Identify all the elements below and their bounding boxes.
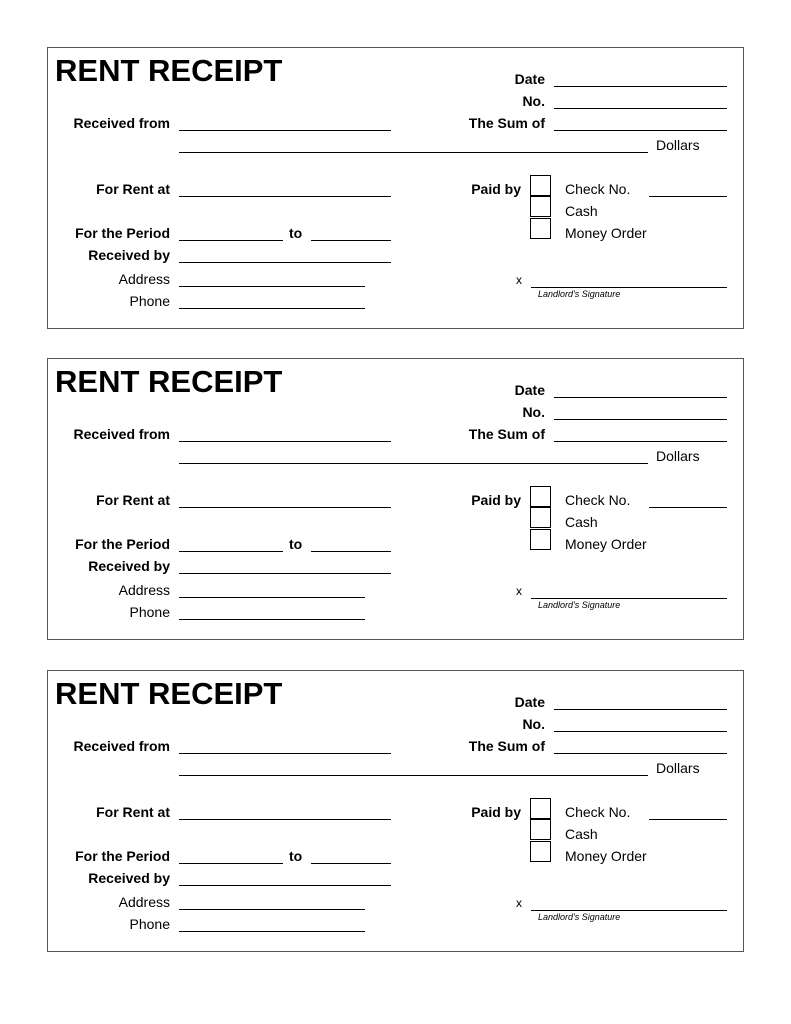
money-order-checkbox[interactable] bbox=[530, 218, 551, 239]
cash-checkbox[interactable] bbox=[530, 507, 551, 528]
sum-label: The Sum of bbox=[468, 738, 545, 754]
period-label: For the Period bbox=[75, 848, 170, 864]
check-number-field[interactable] bbox=[649, 196, 727, 197]
cash-checkbox[interactable] bbox=[530, 196, 551, 217]
check-number-field[interactable] bbox=[649, 819, 727, 820]
received-by-label: Received by bbox=[88, 247, 170, 263]
check-checkbox[interactable] bbox=[530, 175, 551, 196]
period-label: For the Period bbox=[75, 536, 170, 552]
period-to-label: to bbox=[289, 536, 303, 552]
for-rent-at-label: For Rent at bbox=[96, 181, 170, 197]
paid-by-label: Paid by bbox=[471, 804, 521, 820]
sum-field[interactable] bbox=[554, 753, 727, 754]
receipt-title: RENT RECEIPT bbox=[55, 53, 283, 88]
period-start-field[interactable] bbox=[179, 240, 283, 241]
money-order-label: Money Order bbox=[565, 225, 647, 241]
received-by-label: Received by bbox=[88, 870, 170, 886]
sum-in-words-field[interactable] bbox=[179, 152, 648, 153]
for-rent-at-field[interactable] bbox=[179, 196, 391, 197]
date-label: Date bbox=[514, 382, 545, 398]
money-order-label: Money Order bbox=[565, 848, 647, 864]
received-from-field[interactable] bbox=[179, 130, 391, 131]
received-by-field[interactable] bbox=[179, 573, 391, 574]
paid-by-label: Paid by bbox=[471, 181, 521, 197]
address-label: Address bbox=[118, 582, 170, 598]
receipt-number-field[interactable] bbox=[554, 108, 727, 109]
date-label: Date bbox=[514, 71, 545, 87]
dollars-label: Dollars bbox=[656, 448, 700, 464]
landlord-signature-field[interactable] bbox=[531, 910, 727, 911]
signature-x-mark: x bbox=[516, 896, 522, 910]
phone-label: Phone bbox=[129, 604, 170, 620]
receipt-number-label: No. bbox=[522, 404, 545, 420]
address-label: Address bbox=[118, 894, 170, 910]
sum-field[interactable] bbox=[554, 441, 727, 442]
signature-x-mark: x bbox=[516, 273, 522, 287]
paid-by-label: Paid by bbox=[471, 492, 521, 508]
check-no-label: Check No. bbox=[565, 181, 631, 197]
check-no-label: Check No. bbox=[565, 804, 631, 820]
phone-field[interactable] bbox=[179, 308, 365, 309]
date-field[interactable] bbox=[554, 86, 727, 87]
signature-x-mark: x bbox=[516, 584, 522, 598]
receipt-title: RENT RECEIPT bbox=[55, 676, 283, 711]
received-by-label: Received by bbox=[88, 558, 170, 574]
period-end-field[interactable] bbox=[311, 240, 391, 241]
money-order-checkbox[interactable] bbox=[530, 529, 551, 550]
check-checkbox[interactable] bbox=[530, 486, 551, 507]
date-field[interactable] bbox=[554, 397, 727, 398]
rent-receipt-2 bbox=[47, 358, 744, 640]
receipt-number-field[interactable] bbox=[554, 419, 727, 420]
period-end-field[interactable] bbox=[311, 863, 391, 864]
period-to-label: to bbox=[289, 848, 303, 864]
cash-label: Cash bbox=[565, 514, 598, 530]
money-order-checkbox[interactable] bbox=[530, 841, 551, 862]
landlord-signature-field[interactable] bbox=[531, 287, 727, 288]
cash-checkbox[interactable] bbox=[530, 819, 551, 840]
received-by-field[interactable] bbox=[179, 885, 391, 886]
landlord-signature-label: Landlord's Signature bbox=[538, 912, 621, 922]
for-rent-at-label: For Rent at bbox=[96, 492, 170, 508]
landlord-signature-label: Landlord's Signature bbox=[538, 289, 621, 299]
received-from-label: Received from bbox=[73, 426, 170, 442]
received-from-label: Received from bbox=[73, 738, 170, 754]
date-field[interactable] bbox=[554, 709, 727, 710]
receipt-number-label: No. bbox=[522, 93, 545, 109]
received-by-field[interactable] bbox=[179, 262, 391, 263]
sum-field[interactable] bbox=[554, 130, 727, 131]
date-label: Date bbox=[514, 694, 545, 710]
address-label: Address bbox=[118, 271, 170, 287]
phone-field[interactable] bbox=[179, 931, 365, 932]
sum-label: The Sum of bbox=[468, 115, 545, 131]
cash-label: Cash bbox=[565, 826, 598, 842]
dollars-label: Dollars bbox=[656, 137, 700, 153]
phone-label: Phone bbox=[129, 293, 170, 309]
address-field[interactable] bbox=[179, 597, 365, 598]
period-end-field[interactable] bbox=[311, 551, 391, 552]
period-start-field[interactable] bbox=[179, 863, 283, 864]
cash-label: Cash bbox=[565, 203, 598, 219]
period-start-field[interactable] bbox=[179, 551, 283, 552]
for-rent-at-field[interactable] bbox=[179, 819, 391, 820]
check-no-label: Check No. bbox=[565, 492, 631, 508]
received-from-label: Received from bbox=[73, 115, 170, 131]
sum-label: The Sum of bbox=[468, 426, 545, 442]
receipt-number-label: No. bbox=[522, 716, 545, 732]
money-order-label: Money Order bbox=[565, 536, 647, 552]
receipt-title: RENT RECEIPT bbox=[55, 364, 283, 399]
check-checkbox[interactable] bbox=[530, 798, 551, 819]
check-number-field[interactable] bbox=[649, 507, 727, 508]
sum-in-words-field[interactable] bbox=[179, 463, 648, 464]
dollars-label: Dollars bbox=[656, 760, 700, 776]
landlord-signature-label: Landlord's Signature bbox=[538, 600, 621, 610]
received-from-field[interactable] bbox=[179, 753, 391, 754]
receipt-number-field[interactable] bbox=[554, 731, 727, 732]
rent-receipt-1 bbox=[47, 47, 744, 329]
period-label: For the Period bbox=[75, 225, 170, 241]
period-to-label: to bbox=[289, 225, 303, 241]
landlord-signature-field[interactable] bbox=[531, 598, 727, 599]
address-field[interactable] bbox=[179, 909, 365, 910]
for-rent-at-label: For Rent at bbox=[96, 804, 170, 820]
phone-field[interactable] bbox=[179, 619, 365, 620]
address-field[interactable] bbox=[179, 286, 365, 287]
phone-label: Phone bbox=[129, 916, 170, 932]
rent-receipt-3 bbox=[47, 670, 744, 952]
sum-in-words-field[interactable] bbox=[179, 775, 648, 776]
received-from-field[interactable] bbox=[179, 441, 391, 442]
for-rent-at-field[interactable] bbox=[179, 507, 391, 508]
